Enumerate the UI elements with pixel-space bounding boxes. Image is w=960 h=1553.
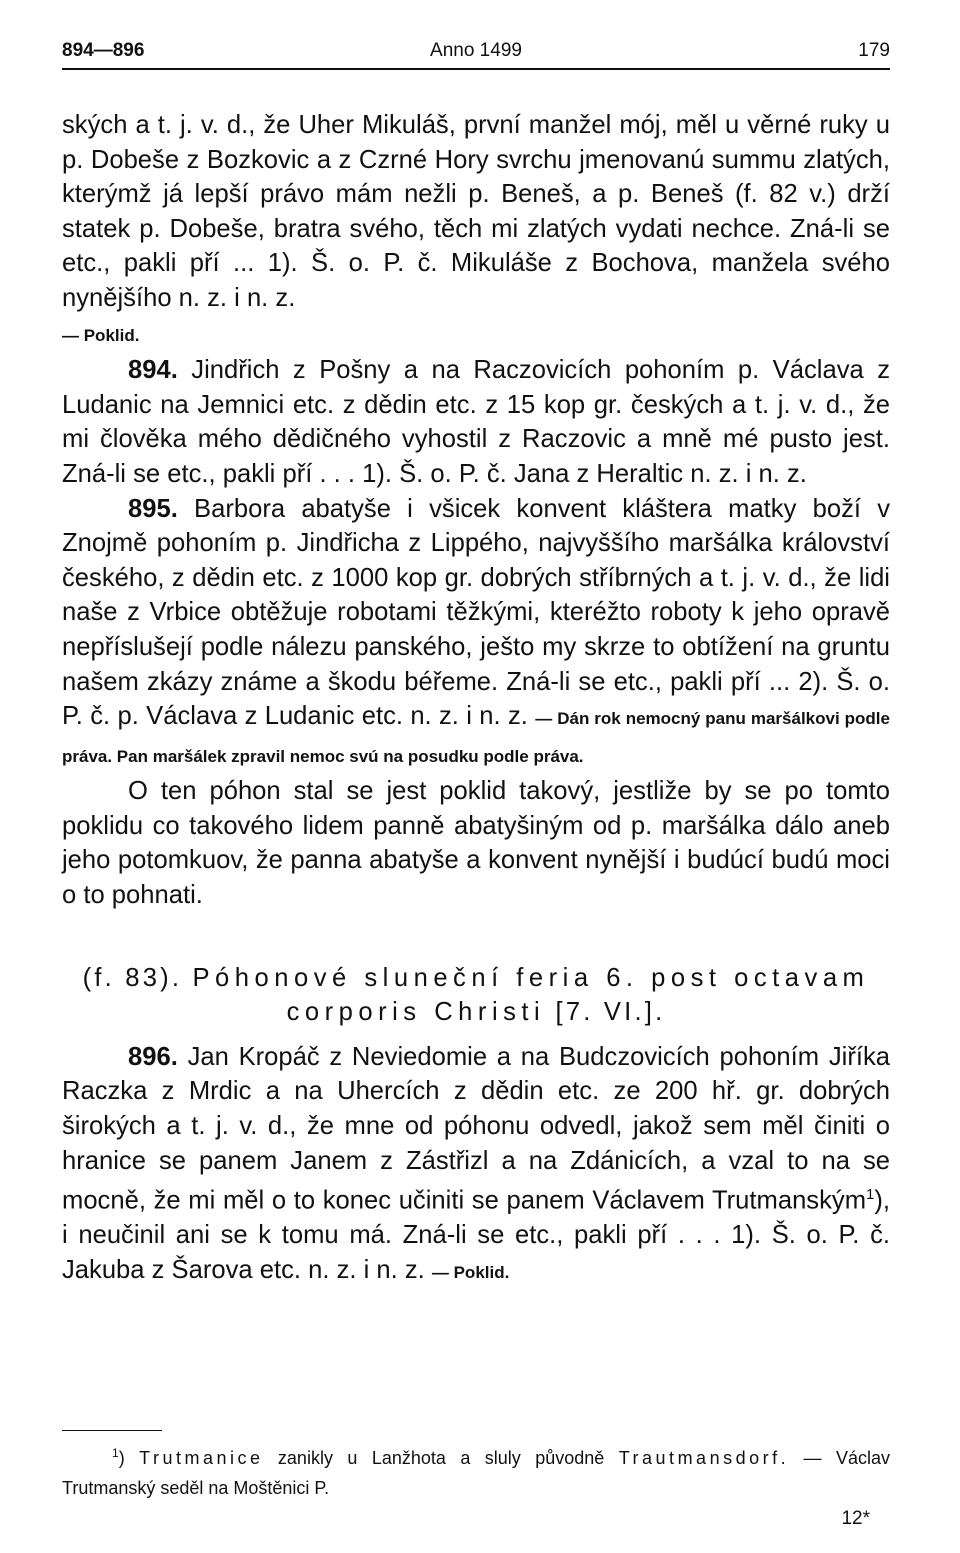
entry-range: 894—896 bbox=[62, 40, 145, 61]
section-title: Póhonové sluneční feria 6. post octavam corporis Christi bbox=[192, 963, 870, 1027]
entry-text: Jan Kropáč z Neviedomie a na Budczovicích pohoním Jiříka Raczka z Mrdic a na Uhercích z dědin etc. ze 200 hř. gr. dobrých širokých a t. j. v. d., že mne od póhonu odvedl, jakož sem měl činiti o hranice se panem Janem z Zástřizl a na Zdánicích, a vzal to na se mocně, že mi měl o to konec učiniti se panem Václavem Trutmanským bbox=[62, 1042, 890, 1215]
entry-number: 895. bbox=[128, 494, 178, 523]
entry-text-cont: ), i neučinil ani se k tomu má. Zná-li se etc., pakli pří . . . 1). Š. o. P. č. Jakuba z Šarova etc. n. z. i n. z. bbox=[62, 1186, 890, 1284]
entry-895 bbox=[62, 492, 890, 775]
continued-paragraph bbox=[62, 108, 890, 353]
editorial-note: — Dán rok nemocný panu maršálkovi podle práva. Pan maršálek zpravil nemoc svú na posudku podle práva. bbox=[62, 709, 890, 766]
spaced-name: Trutmanice bbox=[139, 1448, 264, 1468]
entry-text: Barbora abatyše i všicek konvent kláštera matky boží v Znojmě pohoním p. Jindřicha z Lippého, najvyššího maršálka království českého, z dědin etc. z 1000 kop gr. dobrých stříbrných a t. j. v. d., že lidi naše z Vrbice obtěžuje robotami těžkými, kteréžto roboty k jeho opravě nepříslušejí podle nálezu panského, ješto my skrze to obtížení na gruntu našem zkázy známe a škodu béřeme. Zná-li se etc., pakli pří ... 2). Š. o. P. č. p. Václava z Ludanic etc. n. z. i n. z. bbox=[62, 494, 890, 731]
entry-number: 894. bbox=[128, 356, 178, 385]
entry-896 bbox=[62, 1040, 890, 1291]
page-body bbox=[62, 108, 890, 1291]
footnote-text: ) bbox=[118, 1448, 140, 1468]
entry-number: 896. bbox=[128, 1042, 178, 1071]
paragraph-text: ských a t. j. v. d., že Uher Mikuláš, první manžel mój, měl u věrné ruky u p. Dobeše z Bozkovic a z Czrné Hory svrchu jmenovanú summu zlatých, kterýmž já lepší právo mám nežli p. Beneš, a p. Beneš (f. 82 v.) drží statek p. Dobeše, bratra svého, těch mi zlatých vydati nechce. Zná-li se etc., pakli pří ... 1). Š. o. P. č. Mikuláše z Bochova, manžela svého nynějšího n. z. i n. z. bbox=[62, 111, 890, 312]
entry-895-followup: O ten póhon stal se jest poklid takový, jestliže by se po tomto poklidu co takového lidem panně abatyšiným od p. maršálka dálo aneb jeho potomkuov, že panna abatyše a konvent nynější i budúcí budú moci o to pohnati. bbox=[62, 777, 890, 910]
footnote-ref: 1 bbox=[866, 1186, 875, 1204]
editorial-note: — Poklid. bbox=[62, 325, 140, 345]
footnote bbox=[62, 1438, 890, 1503]
entry-894 bbox=[62, 353, 890, 491]
footnote-text: — Václav Trutmanský seděl na Moštěnici P. bbox=[62, 1448, 891, 1498]
section-heading bbox=[62, 961, 890, 1030]
signature-mark: 12* bbox=[841, 1508, 870, 1529]
entry-text: Jindřich z Pošny a na Raczovicích pohoním p. Václava z Ludanic na Jemnici etc. z dědin etc. z 15 kop gr. českých a t. j. v. d., že mi člověka mého dědičného vyhostil z Raczovic a mně mé pusto jest. Zná-li se etc., pakli pří . . . 1). Š. o. P. č. Jana z Heraltic n. z. i n. z. bbox=[62, 356, 890, 488]
section-date: [7. VI.]. bbox=[545, 998, 666, 1027]
page-number: 179 bbox=[858, 40, 890, 61]
footnote-text: zanikly u Lanžhota a sluly původně bbox=[263, 1448, 619, 1468]
spaced-name: Trautmansdorf. bbox=[618, 1448, 790, 1468]
header-rule bbox=[62, 68, 890, 70]
footnote-rule bbox=[62, 1430, 162, 1431]
header-title: Anno 1499 bbox=[430, 40, 522, 61]
footnote-mark: 1 bbox=[112, 1446, 119, 1460]
editorial-note: — Poklid. bbox=[431, 1262, 510, 1282]
folio-ref: (f. 83). bbox=[82, 963, 193, 992]
running-header bbox=[62, 40, 890, 68]
